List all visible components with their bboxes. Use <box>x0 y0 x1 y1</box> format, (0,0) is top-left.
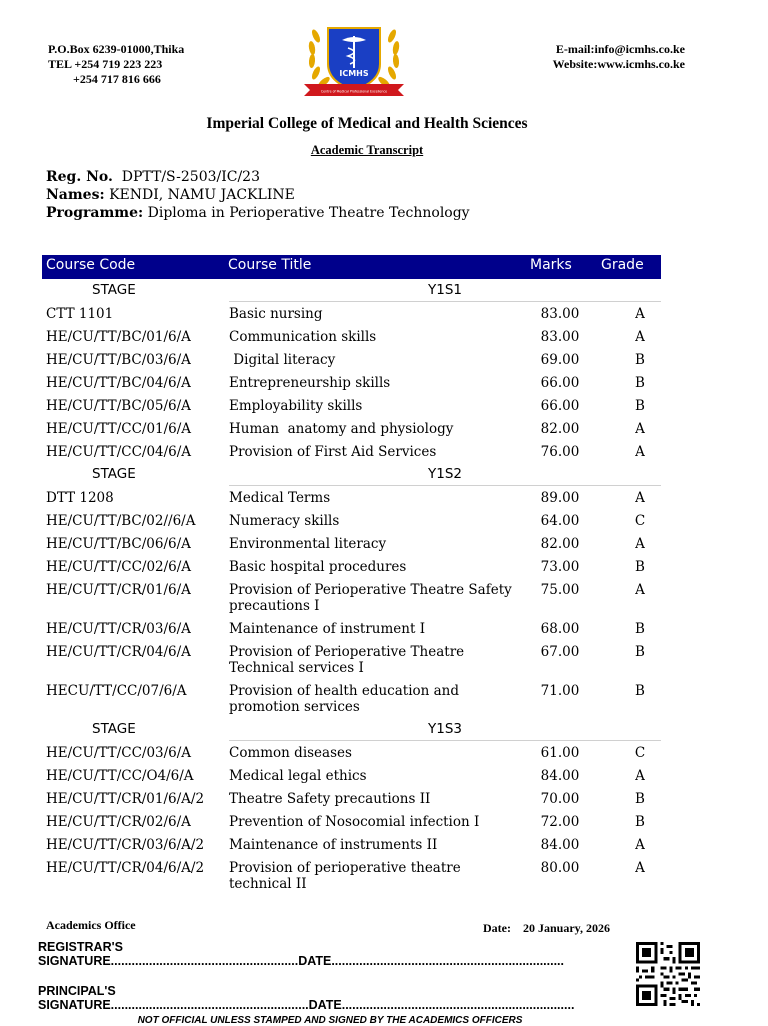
website: Website:www.icmhs.co.ke <box>552 57 685 71</box>
course-title: Entrepreneurship skills <box>229 375 391 391</box>
course-marks: 66.00 <box>540 398 580 414</box>
course-code: HECU/TT/CC/07/6/A <box>46 683 187 699</box>
po-box: P.O.Box 6239-01000,Thika <box>48 42 185 56</box>
course-code: HE/CU/TT/CR/04/6/A <box>46 644 191 660</box>
course-code: CTT 1101 <box>46 305 114 322</box>
course-code: HE/CU/TT/CC/O4/6/A <box>46 768 194 784</box>
names-label: Names: <box>46 187 105 203</box>
names-row <box>46 187 295 203</box>
course-code: HE/CU/TT/CR/01/6/A/2 <box>46 791 205 807</box>
course-code: HE/CU/TT/BC/02//6/A <box>46 513 196 529</box>
course-row <box>42 640 661 679</box>
official-notice: NOT OFFICIAL UNLESS STAMPED AND SIGNED BY THE ACADEMICS OFFICERS <box>137 1015 523 1026</box>
course-row <box>42 394 661 417</box>
stage-row <box>42 718 661 741</box>
course-code: HE/CU/TT/CR/01/6/A <box>46 582 191 598</box>
document-title: Academic Transcript <box>310 143 424 157</box>
course-code: HE/CU/TT/CR/04/6/A/2 <box>46 860 205 876</box>
header-course-title: Course Title <box>228 257 312 273</box>
course-grade: A <box>635 329 645 345</box>
course-title: Theatre Safety precautions II <box>229 791 431 807</box>
stage-label: STAGE <box>92 282 136 298</box>
course-code: HE/CU/TT/CC/02/6/A <box>46 559 192 575</box>
table-header <box>42 255 661 279</box>
date-label: Date: <box>483 921 511 935</box>
course-marks: 70.00 <box>540 791 580 807</box>
header-marks: Marks <box>530 257 572 273</box>
course-title: Provision of First Aid Services <box>229 444 437 460</box>
course-grade: B <box>635 398 645 414</box>
telephone-2: +254 717 816 666 <box>73 72 161 86</box>
course-title: Provision of perioperative theatre technical II <box>229 860 466 892</box>
course-row <box>42 810 661 833</box>
principal-signature-line: SIGNATURE.........................................................DATE................................................................... <box>38 998 575 1012</box>
course-marks: 80.00 <box>540 860 580 876</box>
course-marks: 76.00 <box>540 444 580 460</box>
course-code: HE/CU/TT/BC/05/6/A <box>46 398 191 414</box>
course-marks: 89.00 <box>540 490 580 506</box>
qr-code <box>636 942 700 1006</box>
course-row <box>42 509 661 532</box>
names-value: KENDI, NAMU JACKLINE <box>109 187 295 203</box>
course-grade: B <box>635 791 645 807</box>
course-title: Environmental literacy <box>229 536 387 552</box>
course-row <box>42 440 661 463</box>
course-grade: B <box>635 375 645 391</box>
course-title: Provision of health education and promotion services <box>229 683 464 715</box>
course-title: Maintenance of instruments II <box>229 837 438 853</box>
course-grade: A <box>635 421 645 437</box>
course-row <box>42 555 661 578</box>
registrar-label: REGISTRAR'S <box>38 940 123 954</box>
stage-name: Y1S3 <box>229 718 661 741</box>
course-marks: 69.00 <box>540 352 580 368</box>
course-grade: B <box>635 814 645 830</box>
course-row <box>42 578 661 617</box>
principal-signature <box>38 984 574 1012</box>
course-title: Basic hospital procedures <box>229 559 407 575</box>
course-grade: A <box>635 306 645 322</box>
course-grade: C <box>634 513 646 529</box>
course-row <box>42 486 661 510</box>
reg-no-label: Reg. No. <box>46 169 113 185</box>
stage-row <box>42 463 661 486</box>
course-grade: A <box>635 490 645 506</box>
course-title: Numeracy skills <box>229 513 340 529</box>
course-marks: 73.00 <box>540 559 580 575</box>
course-marks: 72.00 <box>540 814 580 830</box>
programme-label: Programme: <box>46 205 144 221</box>
course-grade: B <box>635 352 645 368</box>
course-marks: 66.00 <box>540 375 580 391</box>
course-marks: 75.00 <box>540 582 580 598</box>
course-code: HE/CU/TT/BC/03/6/A <box>46 352 191 368</box>
course-title: Medical Terms <box>229 490 331 506</box>
course-row <box>42 741 661 765</box>
course-title: Digital literacy <box>229 352 336 368</box>
course-marks: 84.00 <box>540 837 580 853</box>
course-grade: A <box>635 582 645 598</box>
header-course-code: Course Code <box>46 257 136 273</box>
course-title: Provision of Perioperative Theatre Safety precautions I <box>229 582 517 614</box>
stage-row <box>42 279 661 302</box>
date-value: 20 January, 2026 <box>522 921 610 935</box>
course-grade: C <box>634 745 646 761</box>
course-code: HE/CU/TT/BC/01/6/A <box>46 329 191 345</box>
course-title: Common diseases <box>229 745 352 761</box>
course-code: HE/CU/TT/CR/03/6/A/2 <box>46 837 205 853</box>
college-name: Imperial College of Medical and Health Sciences <box>206 115 528 132</box>
course-marks: 68.00 <box>540 621 580 637</box>
course-title: Employability skills <box>229 398 363 414</box>
course-row <box>42 764 661 787</box>
programme-row <box>46 205 470 221</box>
issue-date <box>483 921 610 936</box>
course-title: Maintenance of instrument I <box>229 621 426 637</box>
course-row <box>42 302 661 326</box>
course-title: Prevention of Nosocomial infection I <box>229 814 480 830</box>
stage-label: STAGE <box>92 466 136 482</box>
course-row <box>42 417 661 440</box>
course-grade: A <box>635 768 645 784</box>
academics-office: Academics Office <box>46 918 136 932</box>
registrar-signature <box>38 940 564 968</box>
course-marks: 84.00 <box>540 768 580 784</box>
course-code: HE/CU/TT/CR/02/6/A <box>46 814 191 830</box>
course-marks: 67.00 <box>540 644 580 660</box>
course-title: Communication skills <box>229 329 377 345</box>
programme-value: Diploma in Perioperative Theatre Technology <box>147 205 470 221</box>
course-row <box>42 833 661 856</box>
stage-name: Y1S1 <box>229 279 661 302</box>
course-code: HE/CU/TT/CC/03/6/A <box>46 744 192 761</box>
stage-name: Y1S2 <box>229 463 661 486</box>
course-marks: 61.00 <box>540 745 580 761</box>
course-marks: 82.00 <box>540 421 580 437</box>
course-marks: 71.00 <box>540 683 580 699</box>
course-grade: B <box>635 683 645 699</box>
course-grade: A <box>635 444 645 460</box>
stage-label: STAGE <box>92 721 136 737</box>
course-code: HE/CU/TT/CR/03/6/A <box>46 621 191 637</box>
course-grade: A <box>635 860 645 876</box>
college-logo <box>298 18 410 102</box>
course-marks: 64.00 <box>540 513 580 529</box>
email: E-mail:info@icmhs.co.ke <box>555 42 685 56</box>
course-grade: A <box>635 536 645 552</box>
course-row <box>42 325 661 348</box>
course-title: Basic nursing <box>229 306 323 322</box>
course-grade: B <box>635 621 645 637</box>
course-title: Human anatomy and physiology <box>229 421 454 437</box>
course-row <box>42 856 661 895</box>
contact-address <box>48 42 184 87</box>
telephone-1: TEL +254 719 223 223 <box>48 57 163 71</box>
course-row <box>42 787 661 810</box>
principal-label: PRINCIPAL'S <box>38 984 116 998</box>
course-grade: A <box>635 837 645 853</box>
course-row <box>42 371 661 394</box>
course-grade: B <box>635 644 645 660</box>
course-grade: B <box>635 559 645 575</box>
course-row <box>42 348 661 371</box>
course-row <box>42 617 661 640</box>
registrar-signature-line: SIGNATURE......................................................DATE................................................................... <box>38 954 565 968</box>
course-row <box>42 532 661 555</box>
course-marks: 83.00 <box>540 306 580 322</box>
course-row <box>42 679 661 718</box>
course-code: DTT 1208 <box>46 489 114 506</box>
logo-banner: Centre of Medical Professional Excellence <box>320 89 388 94</box>
course-code: HE/CU/TT/BC/04/6/A <box>46 375 191 391</box>
course-code: HE/CU/TT/BC/06/6/A <box>46 536 191 552</box>
course-code: HE/CU/TT/CC/01/6/A <box>46 421 192 437</box>
reg-no-value: DPTT/S-2503/IC/23 <box>121 169 260 185</box>
header-grade: Grade <box>601 257 644 273</box>
contact-online <box>553 42 685 72</box>
logo-text: ICMHS <box>339 69 369 78</box>
reg-no-row <box>46 169 260 185</box>
transcript-table <box>42 279 661 895</box>
course-code: HE/CU/TT/CC/04/6/A <box>46 444 192 460</box>
course-title: Provision of Perioperative Theatre Technical services I <box>229 644 469 676</box>
course-marks: 82.00 <box>540 536 580 552</box>
course-marks: 83.00 <box>540 329 580 345</box>
course-title: Medical legal ethics <box>229 768 367 784</box>
